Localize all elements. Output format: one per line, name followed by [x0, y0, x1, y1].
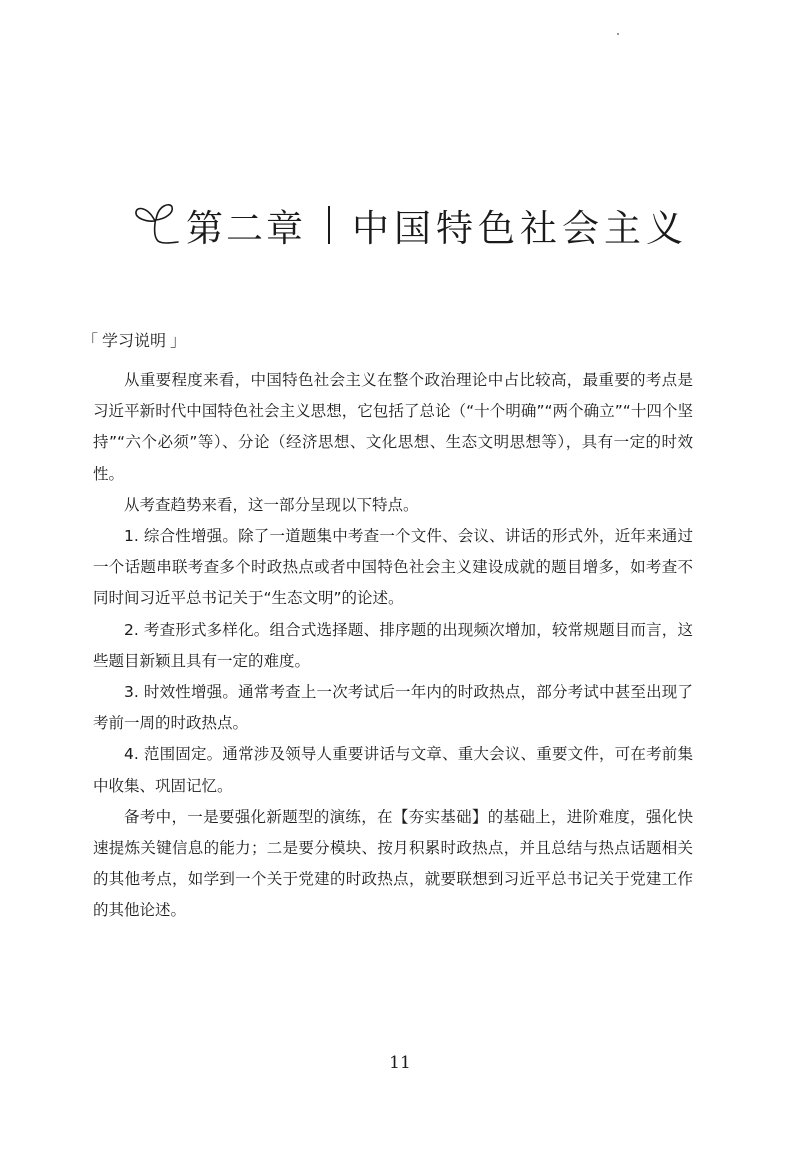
- sprout-icon: [134, 199, 180, 251]
- section-label: 学习说明: [102, 331, 167, 350]
- paragraph: 从考查趋势来看，这一部分呈现以下特点。: [124, 495, 419, 514]
- paragraph: 2. 考查形式多样化。组合式选择题、排序题的出现频次增加，较常规题目而言，这些题目新颖且具有一定的难度。: [93, 620, 693, 670]
- paragraph: 3. 时效性增强。通常考查上一次考试后一年内的时政热点，部分考试中甚至出现了考前一周的时政热点。: [93, 683, 693, 733]
- paragraph: 1. 综合性增强。除了一道题集中考查一个文件、会议、讲话的形式外，近年来通过一个话题串联考查多个时政热点或者中国特色社会主义建设成就的题目增多，如考查不同时间习近平总书记关于“生态文明”的论述。: [93, 527, 693, 608]
- page-number: 11: [389, 1053, 411, 1073]
- body-text: [93, 365, 693, 927]
- paragraph: 从重要程度来看，中国特色社会主义在整个政治理论中占比较高，最重要的考点是习近平新时代中国特色社会主义思想，它包括了总论（“十个明确”“两个确立”“十四个坚持”“六个必须”等）、分论（经济思想、文化思想、生态文明思想等），具有一定的时效性。: [93, 371, 693, 483]
- paragraph: 4. 范围固定。通常涉及领导人重要讲话与文章、重大会议、重要文件，可在考前集中收集、巩固记忆。: [93, 745, 693, 795]
- paragraph: 备考中，一是要强化新题型的演练，在【夯实基础】的基础上，进阶难度，强化快速提炼关键信息的能力；二是要分模块、按月积累时政热点，并且总结与热点话题相关的其他考点，如学到一个关于党建的时政热点，就要联想到习近平总书记关于党建工作的其他论述。: [93, 807, 693, 920]
- chapter-divider: [328, 206, 330, 244]
- chapter-title: 中国特色社会主义: [352, 207, 688, 250]
- chapter-number: 第二章: [186, 207, 306, 250]
- section-heading: [82, 328, 186, 351]
- section-bracket-open: 「: [82, 331, 99, 350]
- scan-speck: [617, 33, 619, 35]
- section-bracket-close: 」: [170, 331, 187, 350]
- chapter-header: [134, 195, 688, 255]
